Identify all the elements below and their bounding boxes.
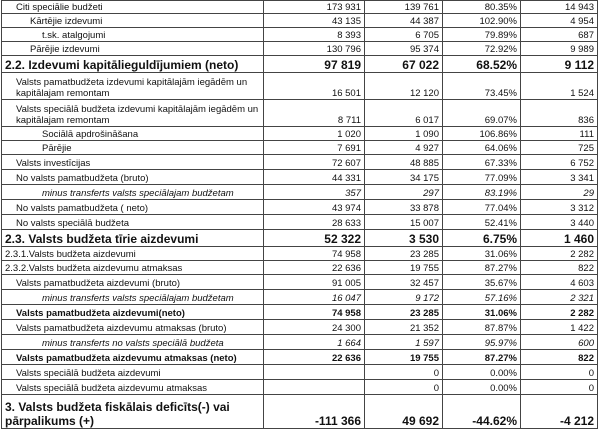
cell-actual: 6 017 xyxy=(365,100,443,127)
cell-plan: 16 501 xyxy=(264,73,365,100)
section-label: 3. Valsts budžeta fiskālais deficīts(-) vai pārpalikums (+) xyxy=(2,395,264,429)
cell-actual: 1 597 xyxy=(365,335,443,350)
table-row xyxy=(2,395,598,429)
row-label: minus transferts valsts speciālajam budžetam xyxy=(2,290,264,305)
cell-actual: 34 175 xyxy=(365,170,443,185)
cell-percent: 52.41% xyxy=(443,215,521,230)
row-label: Pārējie izdevumi xyxy=(2,42,264,56)
cell-plan: 44 331 xyxy=(264,170,365,185)
cell-plan: 28 633 xyxy=(264,215,365,230)
table-row xyxy=(2,275,598,290)
cell-percent: -44.62% xyxy=(443,395,521,429)
cell-plan: 130 796 xyxy=(264,42,365,56)
cell-percent: 73.45% xyxy=(443,73,521,100)
cell-plan: 22 636 xyxy=(264,261,365,275)
cell-actual: 49 692 xyxy=(365,395,443,429)
cell-plan: 173 931 xyxy=(264,1,365,14)
cell-actual: 139 761 xyxy=(365,1,443,14)
cell-month: 3 312 xyxy=(521,200,598,215)
table-row xyxy=(2,141,598,155)
row-label: Valsts pamatbudžeta izdevumi kapitālajām iegādēm un kapitālajam remontam xyxy=(2,73,264,100)
cell-percent: 6.75% xyxy=(443,230,521,247)
cell-plan: 43 974 xyxy=(264,200,365,215)
table-row xyxy=(2,215,598,230)
cell-percent: 0.00% xyxy=(443,380,521,395)
cell-plan: 74 958 xyxy=(264,247,365,261)
cell-plan xyxy=(264,365,365,380)
row-label: t.sk. atalgojumi xyxy=(2,28,264,42)
row-label: Pārējie xyxy=(2,141,264,155)
cell-plan: 1 664 xyxy=(264,335,365,350)
cell-percent: 80.35% xyxy=(443,1,521,14)
cell-percent: 31.06% xyxy=(443,305,521,320)
cell-actual: 12 120 xyxy=(365,73,443,100)
cell-month: 0 xyxy=(521,380,598,395)
cell-percent: 0.00% xyxy=(443,365,521,380)
row-label: Valsts investīcijas xyxy=(2,155,264,170)
row-label: Kārtējie izdevumi xyxy=(2,14,264,28)
cell-plan: 74 958 xyxy=(264,305,365,320)
row-label: minus transferts valsts speciālajam budžetam xyxy=(2,185,264,200)
section-label: 2.2. Izdevumi kapitālieguldījumiem (neto) xyxy=(2,56,264,73)
cell-percent: 64.06% xyxy=(443,141,521,155)
cell-actual: 0 xyxy=(365,380,443,395)
cell-month: 836 xyxy=(521,100,598,127)
cell-plan: -111 366 xyxy=(264,395,365,429)
cell-plan: 43 135 xyxy=(264,14,365,28)
cell-month: 1 460 xyxy=(521,230,598,247)
table-row xyxy=(2,1,598,14)
row-label: No valsts pamatbudžeta (bruto) xyxy=(2,170,264,185)
cell-percent: 77.04% xyxy=(443,200,521,215)
table-row xyxy=(2,305,598,320)
table-row xyxy=(2,127,598,141)
cell-plan xyxy=(264,380,365,395)
row-label: Valsts pamatbudžeta aizdevumi (bruto) xyxy=(2,275,264,290)
cell-percent: 69.07% xyxy=(443,100,521,127)
cell-month: 14 943 xyxy=(521,1,598,14)
cell-month: 1 422 xyxy=(521,320,598,335)
cell-plan: 357 xyxy=(264,185,365,200)
cell-month: 4 954 xyxy=(521,14,598,28)
row-label: No valsts pamatbudžeta ( neto) xyxy=(2,200,264,215)
table-row xyxy=(2,56,598,73)
table-row xyxy=(2,170,598,185)
section-label: 2.3. Valsts budžeta tīrie aizdevumi xyxy=(2,230,264,247)
cell-month: 822 xyxy=(521,350,598,365)
row-label: Valsts speciālā budžeta izdevumi kapitālajām iegādēm un kapitālajam remontam xyxy=(2,100,264,127)
table-row xyxy=(2,380,598,395)
cell-plan: 7 691 xyxy=(264,141,365,155)
row-label: No valsts speciālā budžeta xyxy=(2,215,264,230)
cell-month: 2 282 xyxy=(521,305,598,320)
table-row xyxy=(2,230,598,247)
cell-plan: 1 020 xyxy=(264,127,365,141)
cell-plan: 16 047 xyxy=(264,290,365,305)
row-label: minus transferts no valsts speciālā budžeta xyxy=(2,335,264,350)
cell-month: 111 xyxy=(521,127,598,141)
cell-percent: 77.09% xyxy=(443,170,521,185)
table-row xyxy=(2,42,598,56)
cell-month: 822 xyxy=(521,261,598,275)
cell-month: 9 112 xyxy=(521,56,598,73)
cell-percent: 79.89% xyxy=(443,28,521,42)
row-label: Citi speciālie budžeti xyxy=(2,1,264,14)
table-row xyxy=(2,185,598,200)
cell-month: 2 282 xyxy=(521,247,598,261)
cell-percent: 72.92% xyxy=(443,42,521,56)
row-label: Valsts speciālā budžeta aizdevumi xyxy=(2,365,264,380)
cell-actual: 19 755 xyxy=(365,261,443,275)
cell-plan: 91 005 xyxy=(264,275,365,290)
cell-actual: 32 457 xyxy=(365,275,443,290)
budget-table xyxy=(1,0,598,429)
cell-month: 6 752 xyxy=(521,155,598,170)
cell-actual: 67 022 xyxy=(365,56,443,73)
cell-plan: 8 711 xyxy=(264,100,365,127)
row-label: Sociālā apdrošināšana xyxy=(2,127,264,141)
cell-actual: 9 172 xyxy=(365,290,443,305)
cell-month: 3 440 xyxy=(521,215,598,230)
row-label: Valsts pamatbudžeta aizdevumu atmaksas (neto) xyxy=(2,350,264,365)
cell-percent: 35.67% xyxy=(443,275,521,290)
cell-actual: 3 530 xyxy=(365,230,443,247)
cell-actual: 95 374 xyxy=(365,42,443,56)
cell-actual: 21 352 xyxy=(365,320,443,335)
table-row xyxy=(2,100,598,127)
cell-actual: 297 xyxy=(365,185,443,200)
cell-month: 9 989 xyxy=(521,42,598,56)
table-row xyxy=(2,14,598,28)
cell-actual: 6 705 xyxy=(365,28,443,42)
table-row xyxy=(2,73,598,100)
cell-month: 687 xyxy=(521,28,598,42)
cell-actual: 0 xyxy=(365,365,443,380)
cell-percent: 95.97% xyxy=(443,335,521,350)
table-row xyxy=(2,200,598,215)
cell-percent: 102.90% xyxy=(443,14,521,28)
row-label: 2.3.2.Valsts budžeta aizdevumu atmaksas xyxy=(2,261,264,275)
table-row xyxy=(2,290,598,305)
cell-percent: 67.33% xyxy=(443,155,521,170)
cell-actual: 19 755 xyxy=(365,350,443,365)
table-row xyxy=(2,365,598,380)
table-row xyxy=(2,261,598,275)
cell-month: 2 321 xyxy=(521,290,598,305)
cell-percent: 31.06% xyxy=(443,247,521,261)
cell-month: 0 xyxy=(521,365,598,380)
cell-percent: 87.27% xyxy=(443,350,521,365)
cell-plan: 72 607 xyxy=(264,155,365,170)
cell-percent: 68.52% xyxy=(443,56,521,73)
table-row xyxy=(2,28,598,42)
row-label: 2.3.1.Valsts budžeta aizdevumi xyxy=(2,247,264,261)
cell-plan: 24 300 xyxy=(264,320,365,335)
cell-month: 600 xyxy=(521,335,598,350)
cell-actual: 33 878 xyxy=(365,200,443,215)
cell-percent: 87.87% xyxy=(443,320,521,335)
cell-plan: 52 322 xyxy=(264,230,365,247)
cell-actual: 1 090 xyxy=(365,127,443,141)
cell-plan: 97 819 xyxy=(264,56,365,73)
cell-month: 4 603 xyxy=(521,275,598,290)
cell-percent: 83.19% xyxy=(443,185,521,200)
cell-percent: 106.86% xyxy=(443,127,521,141)
cell-plan: 22 636 xyxy=(264,350,365,365)
row-label: Valsts pamatbudžeta aizdevumi(neto) xyxy=(2,305,264,320)
cell-actual: 23 285 xyxy=(365,247,443,261)
cell-month: 29 xyxy=(521,185,598,200)
cell-month: 1 524 xyxy=(521,73,598,100)
table-row xyxy=(2,247,598,261)
cell-actual: 44 387 xyxy=(365,14,443,28)
table-row xyxy=(2,335,598,350)
cell-month: -4 212 xyxy=(521,395,598,429)
cell-percent: 87.27% xyxy=(443,261,521,275)
cell-month: 725 xyxy=(521,141,598,155)
table-row xyxy=(2,320,598,335)
cell-actual: 15 007 xyxy=(365,215,443,230)
cell-actual: 4 927 xyxy=(365,141,443,155)
cell-month: 3 341 xyxy=(521,170,598,185)
row-label: Valsts pamatbudžeta aizdevumu atmaksas (bruto) xyxy=(2,320,264,335)
cell-actual: 48 885 xyxy=(365,155,443,170)
table-row xyxy=(2,155,598,170)
cell-actual: 23 285 xyxy=(365,305,443,320)
row-label: Valsts speciālā budžeta aizdevumu atmaksas xyxy=(2,380,264,395)
table-row xyxy=(2,350,598,365)
cell-plan: 8 393 xyxy=(264,28,365,42)
cell-percent: 57.16% xyxy=(443,290,521,305)
